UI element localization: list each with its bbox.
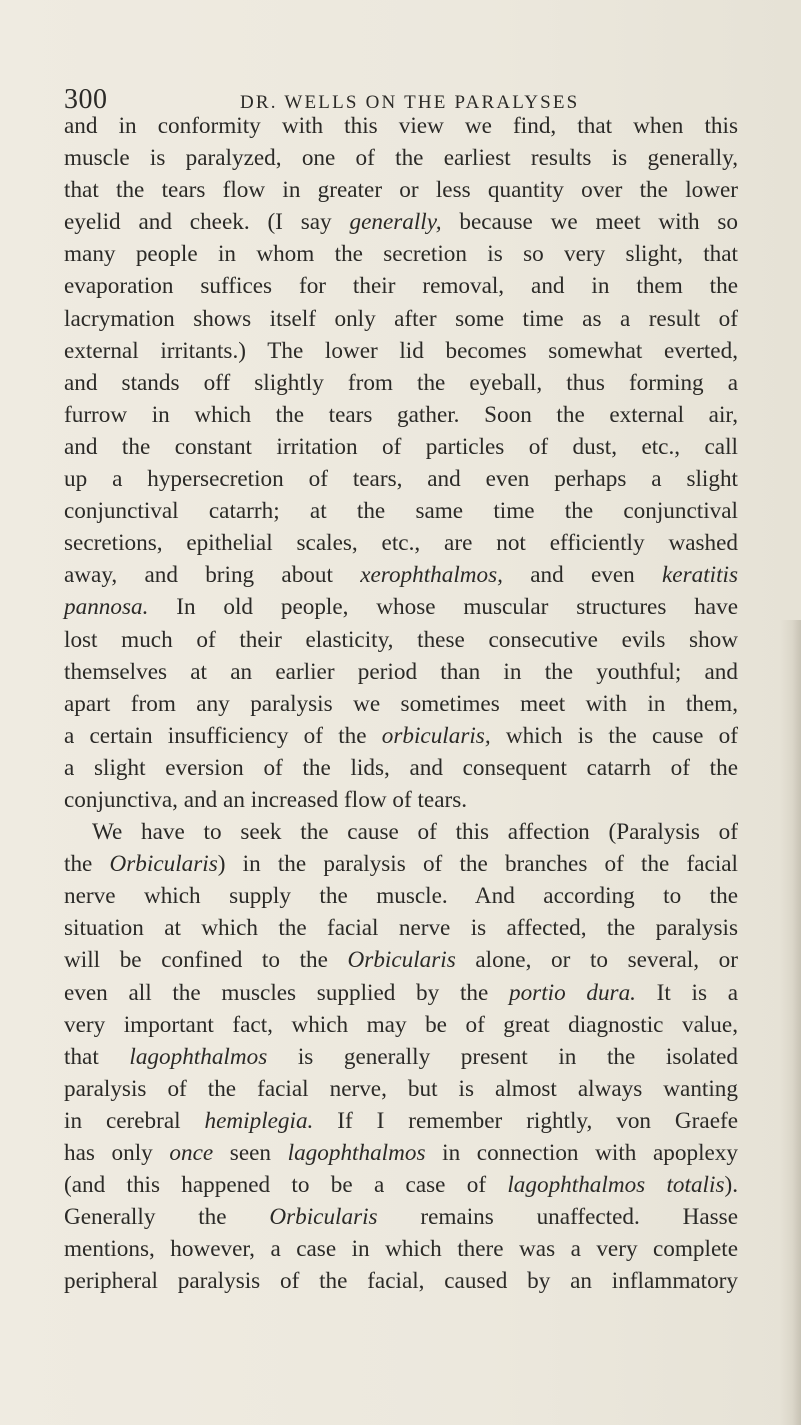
text-run: muscle is paralyzed, one of the earliest results is generally,	[64, 145, 738, 172]
text-line	[64, 335, 738, 367]
text-run: a slight eversion of the lids, and consequent catarrh of the	[64, 754, 738, 781]
text-line	[64, 367, 738, 399]
text-run: up a hypersecretion of tears, and even perhaps a slight	[64, 466, 738, 493]
text-run: It is a	[635, 979, 739, 1006]
text-run: that the tears flow in greater or less quantity over the lower	[64, 177, 738, 204]
text-run: conjunctival catarrh; at the same time the conjunctival	[64, 498, 738, 525]
text-run: paralysis of the facial nerve, but is almost always wanting	[64, 1075, 738, 1102]
text-line	[64, 784, 738, 816]
text-line	[64, 880, 738, 912]
text-line	[64, 688, 738, 720]
text-run: mentions, however, a case in which there was a very complete	[64, 1236, 738, 1263]
text-run: themselves at an earlier period than in the youthful; and	[64, 658, 738, 685]
text-line	[64, 559, 738, 591]
text-run: is generally present in the isolated	[267, 1043, 738, 1070]
page-number: 300	[64, 84, 108, 115]
text-run: lost much of their elasticity, these consecutive evils show	[64, 626, 738, 653]
text-run: in connection with apoplexy	[425, 1140, 738, 1166]
text-line	[64, 110, 738, 142]
text-run: very important fact, which may be of great diagnostic value,	[64, 1011, 738, 1038]
italic-term: Orbicularis	[269, 1204, 378, 1231]
text-line	[64, 303, 738, 335]
italic-term: orbicularis,	[381, 722, 491, 749]
text-run: situation at which the facial nerve is affected, the paralysis	[64, 915, 738, 942]
text-run: and stands off slightly from the eyeball, thus forming a	[64, 369, 738, 396]
text-run: and the constant irritation of particles of dust, etc., call	[64, 433, 738, 460]
italic-term: keratitis	[662, 562, 738, 589]
text-line	[64, 591, 738, 623]
text-run: apart from any paralysis we sometimes meet with in them,	[64, 690, 738, 717]
text-line	[64, 238, 738, 270]
page-edge-shadow	[779, 620, 801, 1425]
text-line	[64, 206, 738, 238]
text-line	[64, 1201, 738, 1233]
text-run: even all the muscles supplied by the	[64, 979, 509, 1006]
text-run: secretions, epithelial scales, etc., are not efficiently washed	[64, 530, 738, 557]
text-run: peripheral paralysis of the facial, caused by an inflammatory	[64, 1268, 738, 1295]
text-run: a certain insufficiency of the	[64, 722, 382, 749]
text-line	[64, 656, 738, 688]
body-text	[64, 110, 738, 1297]
text-line	[64, 752, 738, 784]
text-run: We have to seek the cause of this affection (Paralysis of	[92, 819, 738, 846]
text-run: In old people, whose muscular structures have	[148, 594, 738, 621]
text-run: in cerebral	[64, 1107, 205, 1134]
text-line	[64, 720, 738, 752]
text-line	[64, 1169, 738, 1201]
text-run: ) in the paralysis of the branches of the facial	[217, 851, 739, 878]
text-run: eyelid and cheek. (I say	[64, 209, 350, 236]
text-line	[64, 431, 738, 463]
italic-term: generally,	[349, 209, 442, 236]
text-line	[64, 1041, 738, 1073]
italic-term: lagophthalmos totalis	[507, 1172, 725, 1199]
text-run: furrow in which the tears gather. Soon the external air,	[64, 401, 738, 428]
text-run: away, and bring about	[64, 562, 361, 589]
italic-term: pannosa.	[64, 594, 149, 621]
text-run: nerve which supply the muscle. And according to the	[64, 883, 738, 910]
italic-term: lagophthalmos	[287, 1140, 426, 1166]
text-line	[64, 1009, 738, 1041]
italic-term: lagophthalmos	[129, 1043, 268, 1070]
running-head: DR. WELLS ON THE PARALYSES	[240, 92, 580, 113]
text-run: remains unaffected. Hasse	[377, 1204, 738, 1231]
text-run: seen	[213, 1140, 288, 1166]
text-run: evaporation suffices for their removal, and in them the	[64, 273, 738, 300]
text-line	[64, 1105, 738, 1137]
text-line	[64, 463, 738, 495]
text-run: and even	[502, 562, 662, 589]
text-line	[64, 912, 738, 944]
text-line	[64, 944, 738, 976]
text-run: Generally the	[64, 1204, 270, 1231]
text-line	[64, 1265, 738, 1297]
text-run: conjunctiva, and an increased flow of tears.	[64, 786, 468, 813]
text-line	[64, 1137, 738, 1169]
italic-term: xerophthalmos,	[360, 562, 503, 589]
italic-term: hemiplegia.	[204, 1107, 314, 1134]
text-run: lacrymation shows itself only after some time as a result of	[64, 305, 738, 332]
text-run: has only	[64, 1140, 170, 1166]
italic-term: portio dura.	[508, 979, 636, 1006]
text-run: many people in whom the secretion is so very slight, that	[64, 241, 738, 268]
text-line	[64, 624, 738, 656]
text-run: alone, or to several, or	[455, 947, 738, 974]
text-line	[64, 816, 738, 848]
text-run: ).	[724, 1172, 738, 1199]
text-run: which is the cause of	[490, 722, 738, 749]
text-line	[64, 1233, 738, 1265]
text-run: will be confined to the	[64, 947, 348, 974]
italic-term: Orbicularis	[347, 947, 456, 974]
text-line	[64, 399, 738, 431]
text-run: the	[64, 851, 110, 878]
text-line	[64, 495, 738, 527]
text-line	[64, 142, 738, 174]
text-run: (and this happened to be a case of	[64, 1172, 508, 1199]
text-run: external irritants.) The lower lid becomes somewhat everted,	[64, 337, 738, 364]
text-run: and in conformity with this view we find, that when this	[64, 113, 738, 139]
text-run: because we meet with so	[441, 209, 738, 236]
text-run: If I remember rightly, von Graefe	[313, 1107, 738, 1134]
text-line	[64, 977, 738, 1009]
italic-term: Orbicularis	[109, 851, 218, 878]
italic-term: once	[169, 1140, 214, 1166]
text-line	[64, 1073, 738, 1105]
text-line	[64, 527, 738, 559]
text-line	[64, 270, 738, 302]
text-run: that	[64, 1043, 130, 1070]
text-line	[64, 848, 738, 880]
text-line	[64, 174, 738, 206]
